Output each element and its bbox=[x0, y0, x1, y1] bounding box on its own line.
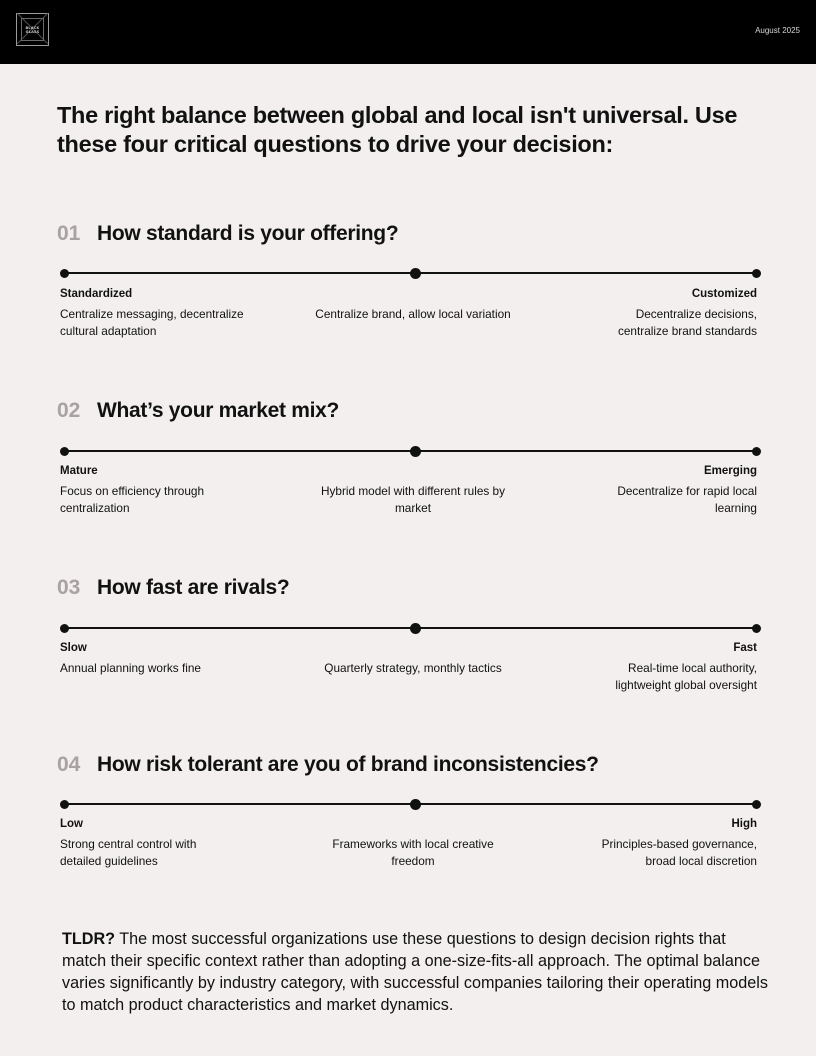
scale-right-description: Decentralize decisions, centralize brand standards bbox=[617, 307, 757, 338]
logo-word: BLACK bbox=[25, 25, 40, 30]
scale-right-label: Fast bbox=[733, 642, 757, 654]
page-headline: The right balance between global and local isn't universal. Use these four critical questions to drive your decision: bbox=[57, 102, 738, 157]
scale-right-dot bbox=[752, 800, 761, 809]
scale-right-description: Real-time local authority, lightweight global oversight bbox=[615, 661, 757, 692]
scale-center-description: Frameworks with local creative freedom bbox=[332, 837, 494, 868]
scale-left-dot bbox=[60, 800, 69, 809]
scale-left-label: Slow bbox=[60, 642, 87, 654]
scale-left-dot bbox=[60, 624, 69, 633]
scale-center-description: Hybrid model with different rules by market bbox=[320, 484, 506, 515]
question-title: How fast are rivals? bbox=[97, 576, 290, 599]
logo-word: GLASS bbox=[25, 29, 40, 34]
tldr-paragraph bbox=[62, 928, 770, 1016]
scale-right-description: Principles-based governance, broad local discretion bbox=[601, 837, 757, 868]
question-number: 03 bbox=[57, 576, 81, 599]
publication-date: August 2025 bbox=[755, 26, 800, 35]
tldr-label: TLDR? bbox=[62, 930, 116, 948]
tldr-text: The most successful organizations use these questions to design decision rights that match their specific context rather than adopting a one-size-fits-all approach. The optimal balance varies significantly by industry category, with successful companies tailoring their operating models to match product characteristics and market dynamics. bbox=[62, 930, 768, 1014]
brand-logo bbox=[16, 13, 49, 46]
question-title: What’s your market mix? bbox=[97, 399, 340, 422]
logo-inner-frame bbox=[21, 18, 44, 41]
scale-center-dot bbox=[410, 446, 421, 457]
scale-right-label: Customized bbox=[691, 288, 757, 300]
scale-left-dot bbox=[60, 447, 69, 456]
question-number: 04 bbox=[57, 753, 81, 776]
question-title: How standard is your offering? bbox=[97, 222, 399, 245]
scale-left-description: Centralize messaging, decentralize cultural adaptation bbox=[60, 307, 244, 338]
scale-right-description: Decentralize for rapid local learning bbox=[617, 484, 757, 515]
question-number: 01 bbox=[57, 222, 81, 245]
scale-left-description: Annual planning works fine bbox=[60, 661, 201, 675]
scale-left-label: Standardized bbox=[60, 288, 133, 300]
top-bar bbox=[0, 0, 816, 64]
scale-center-description: Quarterly strategy, monthly tactics bbox=[324, 661, 502, 675]
scale-center-dot bbox=[410, 623, 421, 634]
scale-right-label: Emerging bbox=[703, 465, 757, 477]
scale-right-dot bbox=[752, 624, 761, 633]
scale-right-dot bbox=[752, 269, 761, 278]
scale-left-description: Strong central control with detailed guidelines bbox=[60, 837, 197, 868]
scale-center-dot bbox=[410, 268, 421, 279]
question-title: How risk tolerant are you of brand inconsistencies? bbox=[97, 753, 599, 776]
scale-left-description: Focus on efficiency through centralization bbox=[60, 484, 205, 515]
scale-left-dot bbox=[60, 269, 69, 278]
scale-left-label: Low bbox=[60, 818, 83, 830]
scale-center-description: Centralize brand, allow local variation bbox=[315, 307, 511, 321]
scale-right-label: High bbox=[731, 818, 757, 830]
scale-right-dot bbox=[752, 447, 761, 456]
question-number: 02 bbox=[57, 399, 81, 422]
scale-center-dot bbox=[410, 799, 421, 810]
scale-left-label: Mature bbox=[60, 465, 98, 477]
